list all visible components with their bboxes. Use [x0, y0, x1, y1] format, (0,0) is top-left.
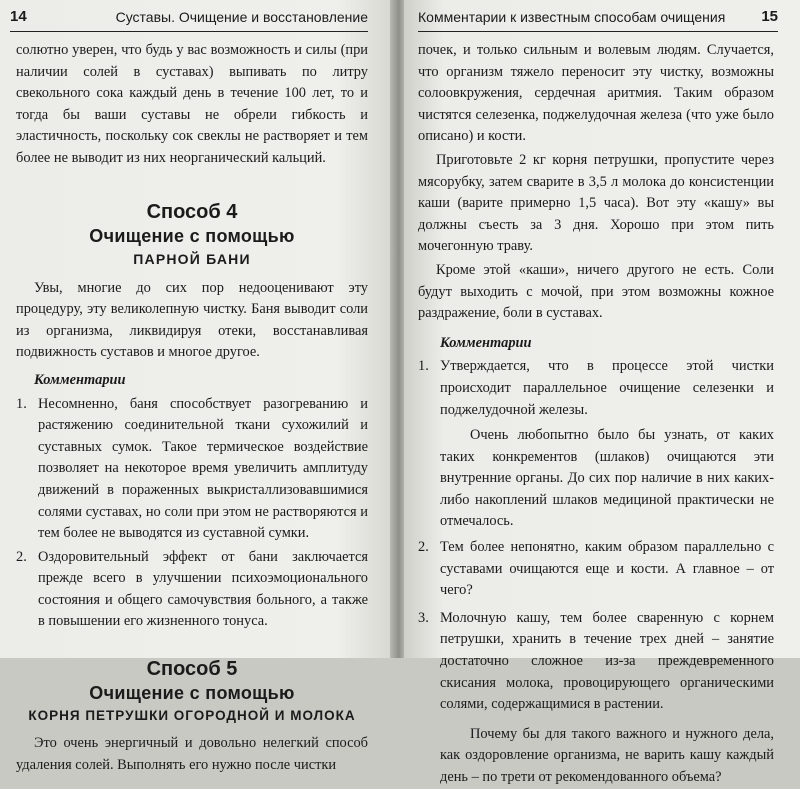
- left-page: [0, 0, 396, 773]
- right-comment-list-cont: [418, 537, 774, 716]
- method5-heading: Способ 5: [146, 658, 238, 681]
- right-closing-paragraph: Почему бы для такого важного и нужного дела, как оздоровление организма, не варить кашу каждый день – по трети от рекомендованного объема?: [440, 725, 774, 785]
- list-item-text: Оздоровительный эффект от бани заключается прежде всего в улучшении психоэмоционального состояния и общего самочувствия больного, а также в повышении его жизненного тонуса.: [38, 548, 368, 630]
- right-page-number: 15: [761, 8, 778, 25]
- left-page-number: 14: [10, 8, 27, 25]
- method5-paragraph: Это очень энергичный и довольно нелегкий способ удаления солей. Выполнять его нужно после чистки: [16, 735, 368, 773]
- method4-subheading: Очищение с помощью: [89, 225, 295, 246]
- right-paragraph-3: Кроме этой «каши», ничего другого не есть. Соли будут выходить с мочой, при этом возможны кожное раздражение, боли в суставах.: [418, 261, 774, 322]
- list-item: [16, 547, 368, 633]
- right-comment-label: Комментарии: [440, 334, 532, 351]
- left-running-title: Суставы. Очищение и восстановление: [115, 9, 368, 25]
- method4-subheading2: ПАРНОЙ БАНИ: [133, 250, 251, 267]
- list-item-number: 2.: [418, 539, 429, 556]
- right-paragraph-2: Приготовьте 2 кг корня петрушки, пропустите через мясорубку, затем сварите в 3,5 л молока до консистенции каши (варите примерно 1,5 часа). Вот эту «кашу» вы должны съесть за 3 дня. Хорошо при этом пить мочегонную траву.: [418, 151, 774, 255]
- right-running-title: Комментарии к известным способам очищения: [418, 9, 726, 25]
- right-running-head: [418, 8, 778, 28]
- list-item-number: 1.: [16, 395, 27, 412]
- list-item-text: Утверждается, что в процессе этой чистки происходит параллельное очищение селезенки и поджелудочной железы.: [440, 358, 774, 418]
- list-item: [418, 608, 774, 716]
- method4-heading: Способ 4: [146, 200, 238, 223]
- method4-paragraph: Увы, многие до сих пор недооценивают эту процедуру, эту великолепную чистку. Баня выводит соли из организма, ликвидируя отеки, восстанавливая подвижность суставов и многое другое.: [16, 279, 368, 361]
- list-item-number: 1.: [418, 358, 429, 375]
- item1-subparagraph: Очень любопытно было бы узнать, от каких таких конкрементов (шлаков) очищаются эти внутренние органы. До сих пор наличие в них каких-либо накоплений шлаков медициной практически не отмечалось.: [440, 427, 774, 530]
- method5-subheading2: КОРНЯ ПЕТРУШКИ ОГОРОДНОЙ И МОЛОКА: [28, 708, 356, 724]
- right-paragraph-1: почек, и только сильным и волевым людям. Случается, что организм тяжело переносит эту чистку, возможны солоовкружения, сердечная аритмия. Таким образом чистятся селезенка, поджелудочная железа (что уже было описано) и кости.: [418, 42, 774, 145]
- list-item: [16, 394, 368, 545]
- list-item-number: 3.: [418, 609, 429, 626]
- list-item-text: Несомненно, баня способствует разогреванию и растяжению соединительной ткани сухожилий и суставных сумок. Такое термическое воздействие позволяет на некоторое время увеличить амплитуду движений в пораженных выкристаллизовавшимися солями суставах, но соли при этом не растворяются и тем более не выводятся из суставной сумки.: [38, 395, 368, 542]
- list-item-text: Молочную кашу, тем более сваренную с корнем петрушки, хранить в течение трех дней – занятие достаточно сложное из-за преждевременного скисания молока, провоцирующего органическими солями, содержащимися в растении.: [440, 609, 774, 713]
- left-body: [16, 40, 368, 776]
- left-intro-paragraph: солютно уверен, что будь у вас возможность и силы (при наличии солей в суставах) выпивать по литру свекольного сока каждый день в течение 100 лет, то и тогда бы ваши суставы не обрели гибкость и эластичность, поскольку сок свеклы не растворяет и тем более не выводит из них неорганический кальций.: [16, 42, 368, 166]
- left-running-head: [10, 8, 368, 28]
- method4-comment-label: Комментарии: [34, 371, 126, 388]
- list-item: [418, 356, 774, 421]
- right-body: [418, 40, 774, 789]
- list-item: [418, 537, 774, 602]
- right-header-rule: [418, 31, 778, 32]
- left-header-rule: [10, 31, 368, 32]
- method5-subheading: Очищение с помощью: [89, 683, 295, 704]
- list-item-text: Тем более непонятно, каким образом параллельно с суставами очищаются еще и кости. А главное – от чего?: [440, 539, 774, 599]
- list-item-number: 2.: [16, 548, 27, 565]
- right-page: [404, 0, 800, 785]
- right-comment-list: [418, 356, 774, 421]
- method4-comment-list: [16, 394, 368, 634]
